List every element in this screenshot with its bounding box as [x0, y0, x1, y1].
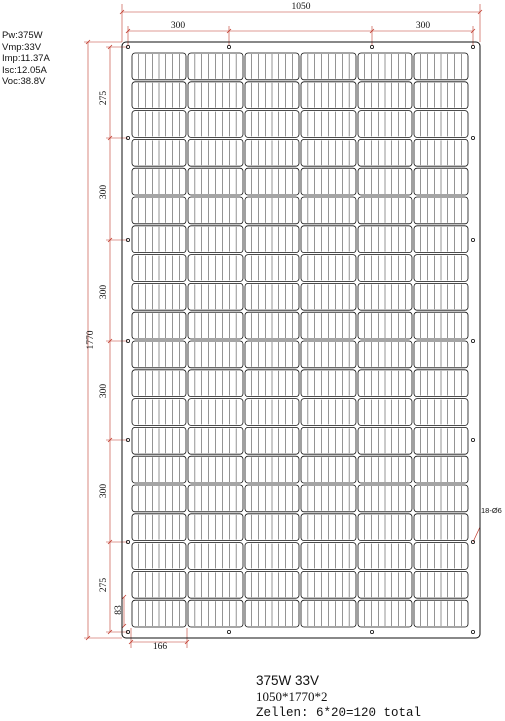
dim-left-spacing-5: 300 [99, 483, 109, 499]
dim-cell-width: 166 [152, 642, 168, 652]
solar-cell [188, 168, 243, 195]
dim-left-spacing-3: 300 [99, 284, 109, 300]
solar-cell [414, 600, 468, 627]
mounting-hole [471, 630, 474, 633]
caption-block [256, 672, 421, 721]
solar-cell [132, 399, 186, 426]
solar-cell [414, 283, 468, 310]
dim-left-spacing-2: 300 [99, 184, 109, 200]
solar-cell [301, 168, 356, 195]
solar-cell [358, 543, 412, 570]
solar-cell [358, 514, 412, 541]
solar-cell [245, 139, 299, 166]
solar-cell [132, 197, 186, 224]
solar-cell [358, 571, 412, 598]
solar-cell [301, 312, 356, 339]
solar-cell [188, 427, 243, 454]
solar-cell [414, 197, 468, 224]
spec-imp: Imp:11.37A [2, 53, 50, 64]
solar-cell [132, 456, 186, 483]
solar-cell [132, 111, 186, 138]
solar-cell [188, 370, 243, 397]
mounting-hole [471, 339, 474, 342]
solar-cell [245, 600, 299, 627]
solar-cell [188, 111, 243, 138]
solar-cell [358, 600, 412, 627]
solar-cell [245, 456, 299, 483]
solar-cell [301, 82, 356, 109]
solar-cell [358, 456, 412, 483]
caption-cells: Zellen: 6*20=120 total [256, 706, 422, 720]
solar-cell [414, 53, 468, 80]
solar-cell [358, 82, 412, 109]
callout-leader [473, 517, 480, 542]
solar-panel [122, 42, 480, 638]
solar-cell [245, 514, 299, 541]
mounting-hole [227, 630, 230, 633]
solar-cell [132, 341, 186, 368]
solar-cell [358, 341, 412, 368]
solar-cell [132, 82, 186, 109]
solar-cell [132, 226, 186, 253]
spec-power: Pw:375W [2, 30, 43, 41]
solar-cell [358, 139, 412, 166]
dim-left-spacing-6: 275 [99, 577, 109, 593]
solar-cell [188, 456, 243, 483]
solar-cell [245, 197, 299, 224]
mounting-hole [471, 136, 474, 139]
dim-cell-height: 83 [114, 605, 124, 615]
spec-voc: Voc:38.8V [2, 76, 46, 87]
solar-cell [358, 197, 412, 224]
solar-cell [188, 399, 243, 426]
solar-cell [358, 283, 412, 310]
solar-cell [301, 341, 356, 368]
solar-cell [132, 427, 186, 454]
caption-size: 1050*1770*2 [256, 689, 328, 704]
solar-cell [301, 456, 356, 483]
solar-cell [301, 485, 356, 512]
solar-cell [245, 82, 299, 109]
solar-cell [132, 168, 186, 195]
solar-cell [358, 399, 412, 426]
dim-top-right-spacing: 300 [415, 21, 431, 31]
solar-cell [132, 600, 186, 627]
solar-cell [188, 53, 243, 80]
solar-cell [188, 283, 243, 310]
solar-cell [245, 543, 299, 570]
solar-cell [301, 111, 356, 138]
solar-cell [414, 571, 468, 598]
solar-cell [301, 226, 356, 253]
solar-cell [301, 370, 356, 397]
solar-cell [245, 341, 299, 368]
solar-cell [414, 139, 468, 166]
solar-cell [245, 53, 299, 80]
solar-cell [301, 571, 356, 598]
solar-cell [414, 168, 468, 195]
solar-cell [245, 399, 299, 426]
solar-cell [188, 312, 243, 339]
spec-isc: Isc:12.05A [2, 64, 47, 76]
solar-cell [245, 255, 299, 282]
solar-cell [245, 370, 299, 397]
solar-cell [245, 312, 299, 339]
solar-cell [301, 600, 356, 627]
solar-cell [188, 226, 243, 253]
solar-cell [132, 53, 186, 80]
solar-cell [132, 255, 186, 282]
solar-cell [301, 283, 356, 310]
solar-cell [245, 427, 299, 454]
solar-cell [301, 53, 356, 80]
solar-cell [414, 226, 468, 253]
solar-cell [245, 111, 299, 138]
cell-grid [132, 53, 468, 627]
solar-cell [414, 82, 468, 109]
solar-cell [358, 111, 412, 138]
dim-total-width: 1050 [291, 2, 311, 12]
solar-cell [301, 399, 356, 426]
solar-cell [414, 341, 468, 368]
solar-cell [188, 197, 243, 224]
solar-cell [188, 255, 243, 282]
solar-cell [414, 399, 468, 426]
dim-top-left-spacing: 300 [170, 21, 186, 31]
solar-cell [358, 226, 412, 253]
solar-cell [301, 139, 356, 166]
solar-cell [414, 370, 468, 397]
solar-cell [188, 139, 243, 166]
solar-cell [132, 485, 186, 512]
solar-cell [188, 571, 243, 598]
dim-left-spacing-4: 300 [99, 383, 109, 399]
solar-cell [358, 427, 412, 454]
solar-cell [414, 514, 468, 541]
solar-cell [414, 427, 468, 454]
mounting-hole-callout: 18-Ø6 [481, 506, 502, 515]
spec-vmp: Vmp:33V [2, 41, 42, 53]
caption-title: 375W 33V [256, 673, 320, 688]
solar-cell [132, 571, 186, 598]
solar-cell [301, 197, 356, 224]
solar-cell [132, 370, 186, 397]
solar-cell [132, 283, 186, 310]
dim-left-spacing-1: 275 [99, 90, 109, 106]
mounting-hole [471, 238, 474, 241]
solar-cell [188, 543, 243, 570]
solar-cell [414, 456, 468, 483]
solar-cell [188, 600, 243, 627]
mounting-hole [370, 630, 373, 633]
solar-cell [132, 543, 186, 570]
solar-cell [245, 226, 299, 253]
solar-cell [358, 168, 412, 195]
solar-cell [358, 312, 412, 339]
solar-cell [358, 485, 412, 512]
solar-cell [358, 255, 412, 282]
solar-cell [301, 543, 356, 570]
solar-cell [358, 53, 412, 80]
solar-cell [414, 111, 468, 138]
dim-total-height: 1770 [86, 330, 96, 350]
solar-cell [188, 514, 243, 541]
solar-cell [245, 168, 299, 195]
solar-cell [132, 139, 186, 166]
solar-cell [414, 312, 468, 339]
solar-cell [245, 571, 299, 598]
solar-cell [301, 514, 356, 541]
solar-cell [132, 312, 186, 339]
solar-cell [188, 341, 243, 368]
solar-cell [414, 543, 468, 570]
solar-cell [301, 255, 356, 282]
solar-cell [414, 485, 468, 512]
solar-cell [132, 514, 186, 541]
solar-cell [301, 427, 356, 454]
solar-cell [188, 485, 243, 512]
solar-cell [188, 82, 243, 109]
solar-cell [245, 485, 299, 512]
solar-cell [414, 255, 468, 282]
mounting-hole [471, 438, 474, 441]
solar-cell [358, 370, 412, 397]
solar-cell [245, 283, 299, 310]
